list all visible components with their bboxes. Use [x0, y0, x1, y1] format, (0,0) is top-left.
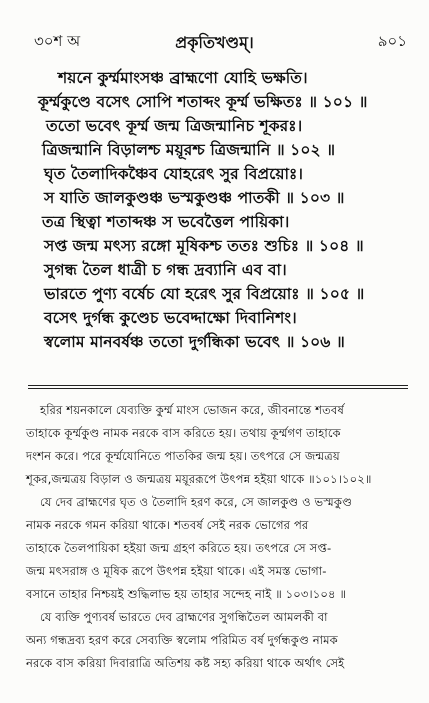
commentary-line: দংশন করে। পরে কূর্ম্মযোনিতে পাতকির জন্ম হয়। তৎপরে সে জন্মত্রয় — [26, 449, 340, 463]
verse-line: তত্র স্থিত্বা শতাব্দঞ্চ স ভবেত্তৈল পায়িকা। — [42, 213, 290, 231]
verse-line: বসেৎ দুর্গন্ধ কুণ্ডেচ ভবেদ্দাক্ষো দিবানিশং। — [44, 309, 297, 327]
commentary-line: যে দেব ব্রাহ্মণের ঘৃত ও তৈলাদি হরণ করে, সে জালকুণ্ড ও ভস্মকুণ্ড — [40, 495, 353, 509]
page-header — [0, 30, 429, 54]
verse-line: ঘৃত তৈলাদিকঞ্চৈব যোহরেৎ সুর বিপ্রয়োঃ। — [44, 165, 303, 183]
separator-rule — [28, 385, 408, 386]
separator-rule — [28, 388, 408, 389]
commentary-line: তাহাকে তৈলপায়িকা হইয়া জন্ম গ্রহণ করিতে হয়। তৎপরে সে সপ্ত- — [26, 541, 332, 555]
verse-line: ততো ভবেৎ কূর্ম্ম জন্ম ত্রিজন্মানিচ শূকরঃ। — [46, 117, 303, 135]
commentary-line: জন্ম মৎসরাঙ্গ ও মূষিক রূপে উৎপন্ন হইয়া থাকে। এই সমস্ত ভোগা- — [26, 564, 327, 578]
running-title: প্রকৃতিখণ্ডম্। — [175, 33, 254, 52]
commentary-line: তাহাকে কূর্ম্মকুণ্ড নামক নরকে বাস করিতে হয়। তথায় কূর্ম্মগণ তাহাকে — [26, 426, 341, 440]
verse-line: ভারতে পুণ্য বর্ষেচ যো হরেৎ সুর বিপ্রয়োঃ ॥ ১০৫ ॥ — [44, 285, 365, 303]
commentary-line: বসানে তাহার নিশ্চয়ই শুদ্ধিলাভ হয় তাহার সন্দেহ নাই ॥ ১০৩।১০৪ ॥ — [26, 587, 347, 601]
commentary-line: অন্য গন্ধদ্রব্য হরণ করে সেব্যক্তি স্বলোম পরিমিত বর্ষ দুর্গন্ধকুণ্ড নামক — [26, 633, 338, 647]
verse-line: সুগন্ধ তৈল ধাত্রী চ গন্ধ দ্রব্যানি এব বা। — [44, 261, 287, 279]
commentary-line: হরির শয়নকালে যেব্যক্তি কুর্ম্ম মাংস ভোজন করে, জীবনান্তে শতবর্ষ — [40, 403, 344, 417]
verse-line: স যাতি জালকুণ্ডঞ্চ ভস্মকুণ্ডঞ্চ পাতকী ॥ ১০৩ ॥ — [44, 189, 345, 207]
commentary-line: যে ব্যক্তি পুণ্যবর্ষ ভারতে দেব ব্রাহ্মণের সুগন্ধিতৈল আমলকী বা — [40, 610, 328, 624]
verse-line: স্বলোম মানবর্ষঞ্চ ততো দুর্গন্ধিকা ভবেৎ ॥ ১০৬ ॥ — [44, 333, 345, 351]
commentary-line: নামক নরকে গমন করিয়া থাকে। শতবর্ষ সেই নরক ভোগের পর — [26, 518, 309, 532]
commentary-line: নরকে বাস করিয়া দিবারাত্রি অতিশয় কষ্ট সহ্য করিয়া থাকে অর্থাৎ সেই — [26, 656, 345, 670]
verse-line: ত্রিজন্মানি বিড়ালশ্চ ময়ূরশ্চ ত্রিজন্মানি ॥ ১০২ ॥ — [42, 141, 336, 159]
commentary-line: শূকর,জন্মত্রয় বিড়াল ও জন্মত্রয় ময়ূররূপে উৎপন্ন হইয়া থাকে ॥১০১।১০২॥ — [26, 472, 372, 486]
verse-line: কূর্ম্মকুণ্ডে বসেৎ সোপি শতাব্দং কূর্ম্ম ভক্ষিতঃ ॥ ১০১ ॥ — [38, 93, 368, 111]
chapter-number: ৩০শ অ — [34, 32, 81, 50]
verse-line: সপ্ত জন্ম মৎস্য রঙ্গো মূষিকশ্চ ততঃ শুচিঃ ॥ ১০৪ ॥ — [44, 237, 364, 255]
verse-line: শয়নে কুর্ম্মমাংসঞ্চ ব্রাহ্মণো যোহি ভক্ষতি। — [58, 69, 308, 87]
page-number: ৯০১ — [377, 32, 407, 50]
